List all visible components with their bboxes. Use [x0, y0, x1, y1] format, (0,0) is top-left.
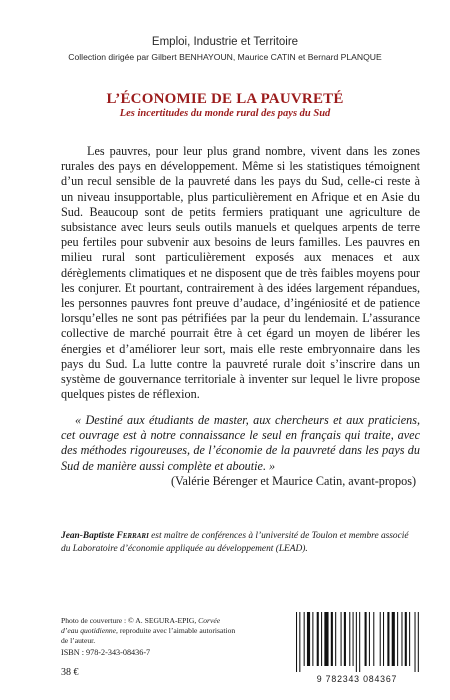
- barcode-bar: [321, 612, 322, 666]
- barcode-bar: [418, 612, 419, 672]
- photo-credit: [61, 616, 239, 646]
- barcode-bar: [401, 612, 402, 666]
- barcode-bar: [373, 612, 374, 666]
- barcode-bar: [353, 612, 354, 666]
- author-first-name: Jean-Baptiste: [61, 531, 115, 541]
- author-last-name: Ferrari: [116, 531, 149, 541]
- summary-paragraph: Les pauvres, pour leur plus grand nombre, vivent dans les zones rurales des pays en développement. Même si les statistiques témoignent d’un recul sensible de la pauvreté dans les pays du Sud, celle-ci reste à un niveau insupportable, plus particulièrement en Afrique et en Asie du Sud. Beaucoup sont de petits fermiers pratiquant une agriculture de subsistance avec leurs seuls outils manuels et quelques arpents de terre peu fertiles pour subvenir aux besoins de leurs familles. Les pauvres en milieu rural sont particulièrement exposés aux menaces et aux dérèglements climatiques et ne disposent que de très faibles moyens pour les conjurer. Et pourtant, contrairement à des idées largement répandues, les personnes pauvres font preuve d’audace, d’ingéniosité et de patience lorsqu’elles ne sont pas pétrifiées par la peur du lendemain. L’assurance collective de marché pourrait être à cet égard un moyen de libérer les énergies et d’améliorer leur sort, mais elle reste embryonnaire dans les pays du Sud. La lutte contre la pauvreté rurale doit s’inscrire dans un système de gouvernance territoriale à inventer sur lequel le livre propose quelques pistes de réflexion.: [61, 144, 420, 402]
- barcode-bar: [341, 612, 342, 666]
- barcode-bar: [324, 612, 328, 666]
- barcode-bar: [359, 612, 360, 672]
- quote-text: « Destiné aux étudiants de master, aux chercheurs et aux praticiens, cet ouvrage est à notre connaissance le seul en français qui traite, avec des méthodes rigoureuses, de l’économie de la pauvreté dans les pays du Sud de manière aussi complète et aboutie. »: [61, 413, 420, 473]
- barcode-bar: [392, 612, 395, 666]
- photo-title: Corvée d’eau quotidienne: [61, 616, 221, 635]
- barcode-bar: [344, 612, 346, 666]
- series-name: Emploi, Industrie et Territoire: [151, 36, 299, 48]
- author-bio: [61, 530, 420, 555]
- book-subtitle: Les incertitudes du monde rural des pays du Sud: [119, 108, 331, 119]
- review-quote: [61, 413, 420, 489]
- barcode-bar: [331, 612, 333, 666]
- back-cover-summary: [61, 144, 420, 402]
- barcode-bars-icon: [292, 612, 422, 672]
- barcode-bar: [387, 612, 389, 666]
- author-bio-text: est maître de conférences à l’université de Toulon et membre associé du Laboratoire d’économie appliquée au développement (LEAD).: [61, 531, 409, 554]
- barcode-bar: [356, 612, 357, 672]
- barcode-bar: [335, 612, 336, 666]
- barcode-bar: [307, 612, 310, 666]
- barcode-bar: [365, 612, 367, 666]
- barcode: [292, 612, 422, 686]
- barcode-bar: [409, 612, 410, 666]
- photo-credit-suffix: , reproduite avec l’aimable autorisation de l’auteur.: [61, 626, 236, 645]
- isbn: ISBN : 978-2-343-08436-7: [61, 648, 151, 657]
- price: 38 €: [61, 667, 79, 678]
- barcode-bar: [405, 612, 407, 666]
- barcode-bar: [349, 612, 350, 666]
- photo-credit-prefix: Photo de couverture : © A. SEGURA-EPIG,: [61, 616, 199, 625]
- barcode-bar: [380, 612, 381, 666]
- quote-attribution: (Valérie Bérenger et Maurice Catin, avant-propos): [171, 473, 416, 488]
- book-title: L’ÉCONOMIE DE LA PAUVRETÉ: [106, 91, 344, 107]
- author-name: [61, 531, 149, 541]
- barcode-bar: [312, 612, 313, 666]
- barcode-bar: [299, 612, 300, 672]
- barcode-bar: [415, 612, 416, 672]
- barcode-bar: [296, 612, 297, 672]
- barcode-bar: [304, 612, 305, 666]
- collection-editors: Collection dirigée par Gilbert BENHAYOUN, Maurice CATIN et Bernard PLANQUE: [68, 52, 382, 62]
- barcode-bar: [369, 612, 370, 666]
- barcode-bar: [383, 612, 384, 666]
- barcode-digits: 9 782343 084367: [316, 674, 398, 684]
- barcode-bar: [397, 612, 398, 666]
- barcode-bar: [317, 612, 319, 666]
